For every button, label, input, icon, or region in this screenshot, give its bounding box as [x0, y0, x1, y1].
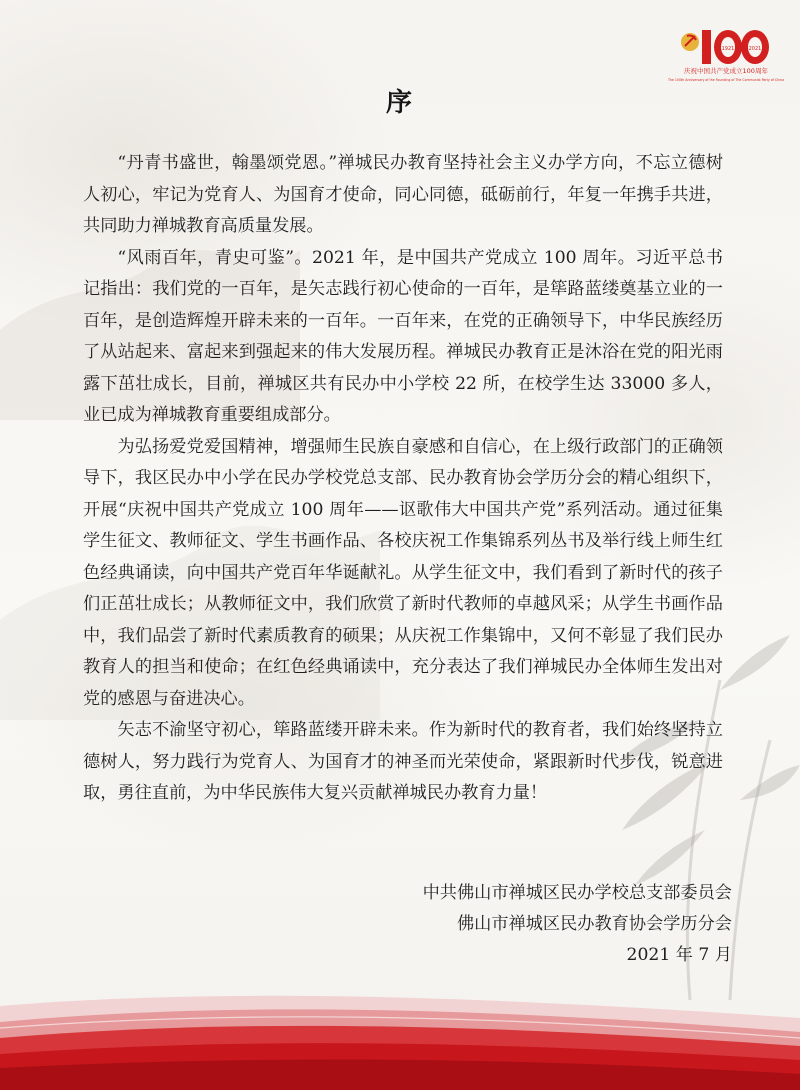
paragraph: 为弘扬爱党爱国精神，增强师生民族自豪感和自信心，在上级行政部门的正确领导下，我区民办中小学在民办学校党总支部、民办教育协会学历分会的精心组织下，开展“庆祝中国共产党成立 100 周年——讴歌伟大中国共产党”系列活动。通过征集学生征文、教师征文、学生书画作品、各校庆祝工作集锦系列丛书及举行线上师生红色经典诵读，向中国共产党百年华诞献礼。从学生征文中，我们看到了新时代的孩子们正茁壮成长；从教师征文中，我们欣赏了新时代教师的卓越风采；从学生书画作品中，我们品尝了新时代素质教育的硕果；从庆祝工作集锦中，又何不彰显了我们民办教育人的担当和使命；在红色经典诵读中，充分表达了我们禅城民办全体师生发出对党的感恩与奋进决心。 [83, 436, 723, 709]
paragraph: “丹青书盛世，翰墨颂党恩。”禅城民办教育坚持社会主义办学方向，不忘立德树人初心，牢记为党育人、为国育才使命，同心同德，砥砺前行，年复一年携手共进，共同助力禅城教育高质量发展。 [83, 153, 723, 236]
red-ribbon-decoration [0, 988, 800, 1090]
paragraph: 矢志不渝坚守初心，筚路蓝缕开辟未来。作为新时代的教育者，我们始终坚持立德树人，努力践行为党育人、为国育才的神圣而光荣使命，紧跟新时代步伐，锐意进取，勇往直前，为中华民族伟大复兴贡献禅城民办教育力量！ [83, 720, 723, 803]
logo-caption-en: The 100th Anniversary of the Founding of The Communist Party of China [667, 78, 785, 82]
svg-text:1921: 1921 [721, 46, 735, 52]
document-title: 序 [385, 88, 414, 118]
logo-caption: 庆祝中国共产党成立100周年 [684, 67, 768, 75]
centenary-numeral-icon [702, 30, 769, 64]
signature-org-2: 佛山市禅城区民办教育协会学历分会 [456, 914, 732, 934]
svg-text:2021: 2021 [748, 46, 762, 52]
signature-date: 2021 年 7 月 [626, 945, 732, 965]
preface-body [83, 148, 723, 810]
hammer-sickle-icon [681, 33, 699, 51]
paragraph: “风雨百年，青史可鉴”。2021 年，是中国共产党成立 100 周年。习近平总书记指出：我们党的一百年，是矢志践行初心使命的一百年，是筚路蓝缕奠基立业的一百年，是创造辉煌开辟未来的一百年。一百年来，在党的正确领导下，中华民族经历了从站起来、富起来到强起来的伟大发展历程。禅城民办教育正是沐浴在党的阳光雨露下茁壮成长，目前，禅城区共有民办中小学校 22 所，在校学生达 33000 多人，业已成为禅城教育重要组成部分。 [83, 247, 723, 425]
signature-block [312, 878, 732, 971]
signature-org-1: 中共佛山市禅城区民办学校总支部委员会 [422, 883, 732, 903]
